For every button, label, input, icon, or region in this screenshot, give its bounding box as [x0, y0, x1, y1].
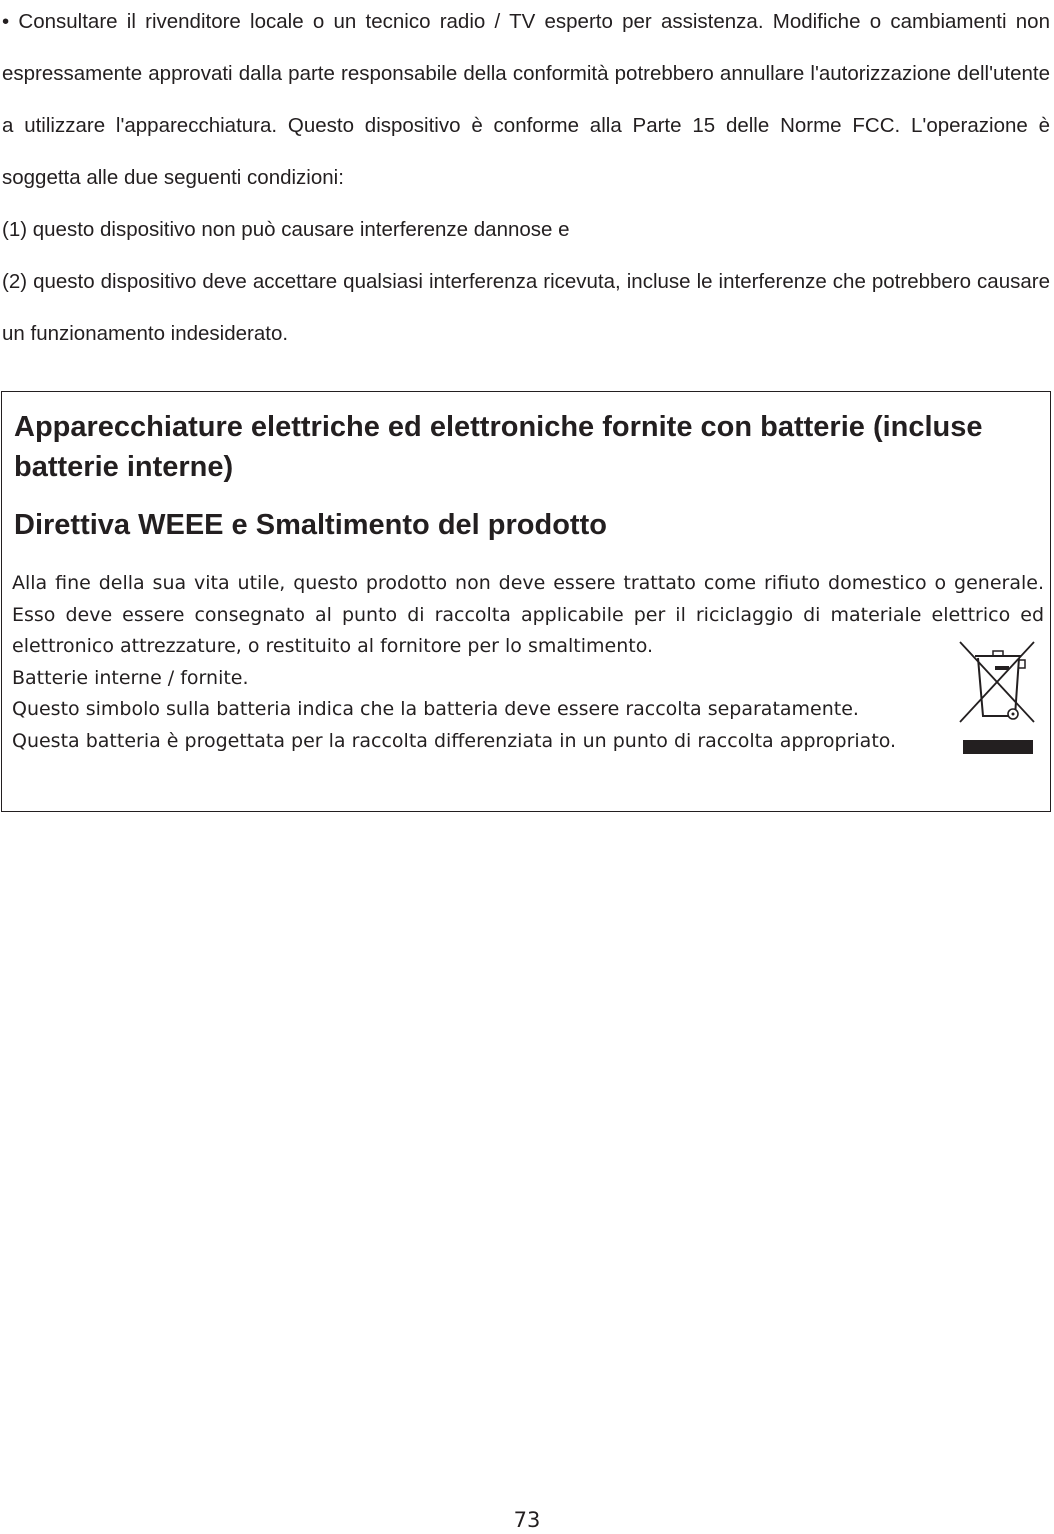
page-number: 73 [513, 1508, 541, 1532]
weee-disposal-paragraph: Alla fine della sua vita utile, questo prodotto non deve essere trattato come rifiuto domestico o generale. Esso deve essere consegnato al punto di raccolta applicabile per il riciclaggio di materiale elettrico ed elettronico attrezzature, o restituito al fornitore per lo smaltimento. [12, 572, 1044, 657]
fcc-condition-1: (1) questo dispositivo non può causare interferenze dannose e [2, 218, 570, 241]
crossed-out-wheelie-bin-icon [957, 638, 1037, 758]
weee-body-text [12, 568, 1044, 757]
weee-separate-collection-line: Questa batteria è progettata per la raccolta differenziata in un punto di raccolta appropriato. [12, 729, 897, 752]
weee-internal-batteries-line: Batterie interne / fornite. [12, 666, 249, 689]
weee-directive-heading: Direttiva WEEE e Smaltimento del prodotto [14, 509, 607, 541]
fcc-condition-2: (2) questo dispositivo deve accettare qualsiasi interferenza ricevuta, incluse le interferenze che potrebbero causare un funzionamento indesiderato. [2, 270, 1050, 345]
weee-symbol-meaning-line: Questo simbolo sulla batteria indica che la batteria deve essere raccolta separatamente. [12, 698, 859, 720]
weee-info-box [1, 391, 1051, 812]
weee-box-title: Apparecchiature elettriche ed elettroniche fornite con batterie (incluse batterie interne) [14, 411, 983, 483]
fcc-notice-paragraph: • Consultare il rivenditore locale o un tecnico radio / TV esperto per assistenza. Modifiche o cambiamenti non espressamente approvati dalla parte responsabile della conformità potrebbero annullare l'autorizzazione dell'utente a utilizzare l'apparecchiatura. Questo dispositivo è conforme alla Parte 15 delle Norme FCC. L'operazione è soggetta alle due seguenti condizioni: [2, 10, 1050, 189]
fcc-notice-section [2, 0, 1050, 360]
